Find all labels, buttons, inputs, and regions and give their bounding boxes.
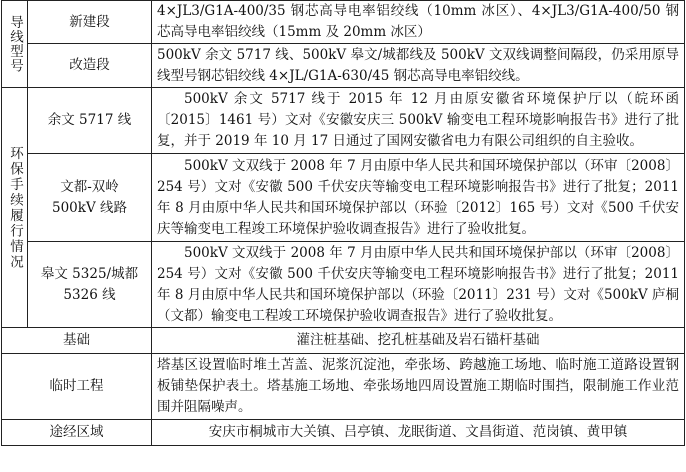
row-text-gaowen: 500kV 文双线于 2008 年 7 月由原中华人民共和国环境保护部以（环审〔2008〕254 号）文对《安徽 500 千伏安庆等输变电工程环境影响报告书》进行了批复；2011 年 8 月由原中华人民共和国环境保护部以（环验〔2011〕231 号）文对《500kV 庐桐（文都）输变电工程竣工环境保护验收调查报告》进行了验收批复。 [152,242,685,328]
group-label-conductor: 导线型号 [2,1,28,88]
group-label-env: 环保手续履行情况 [2,88,28,328]
table-row [2,1,685,44]
row-label-yuwen: 余文 5717 线 [28,88,152,154]
row-text-temp-works: 塔基区设置临时堆土苫盖、泥浆沉淀池，牵张场、跨越施工场地、临时施工道路设置钢板铺垫保护表土。塔基施工场地、牵张场地四周设置施工期临时围挡，限制施工作业范围并阻隔噪声。 [152,354,685,420]
table-row [2,354,685,420]
table-row [2,44,685,88]
row-text-yuwen: 500kV 余文 5717 线于 2015 年 12 月由原安徽省环境保护厅以（皖环函〔2015〕1461 号）文对《安徽安庆三 500kV 输变电工程环境影响报告书》进行了批复，并于 2019 年 10 月 17 日通过了国网安徽省电力有限公司组织的自主验收。 [152,88,685,154]
row-label-temp-works: 临时工程 [2,354,152,420]
row-label-wenshuang-line1: 文都-双岭 [60,178,119,195]
row-text-rebuild-section: 500kV 余文 5717 线、500kV 皋文/城都线及 500kV 文双线调整间隔段，仍采用原导线型号钢芯铝绞线 4×JL/G1A-630/45 钢芯高导电率铝绞线。 [152,44,685,88]
row-label-gaowen [28,242,152,328]
table-row [2,242,685,328]
row-label-wenshuang [28,154,152,242]
row-label-route: 途经区域 [2,420,152,446]
row-label-new-section: 新建段 [28,1,152,44]
row-label-wenshuang-line2: 500kV 线路 [52,199,127,216]
row-text-new-section: 4×JL3/G1A-400/35 钢芯高导电率铝绞线（10mm 冰区）、4×JL3/G1A-400/50 钢芯高导电率铝绞线（15mm 及 20mm 冰区） [152,1,685,44]
table-row [2,420,685,446]
row-text-wenshuang: 500kV 文双线于 2008 年 7 月由原中华人民共和国环境保护部以（环审〔2008〕254 号）文对《安徽 500 千伏安庆等输变电工程环境影响报告书》进行了批复；2011 年 8 月由原中华人民共和国环境保护部以（环验〔2012〕165 号）文对《500 千伏安庆等输变电工程竣工环境保护验收调查报告》进行了验收批复。 [152,154,685,242]
row-text-foundation: 灌注桩基础、挖孔桩基础及岩石锚杆基础 [152,328,685,354]
table-row [2,154,685,242]
table-row [2,88,685,154]
row-label-gaowen-line1: 皋文 5325/城都 [40,265,139,282]
row-label-gaowen-line2: 5326 线 [63,286,116,303]
project-info-table [1,0,685,446]
row-text-route: 安庆市桐城市大关镇、吕亭镇、龙眠街道、文昌街道、范岗镇、黄甲镇 [152,420,685,446]
row-label-rebuild-section: 改造段 [28,44,152,88]
row-label-foundation: 基础 [2,328,152,354]
table-row [2,328,685,354]
